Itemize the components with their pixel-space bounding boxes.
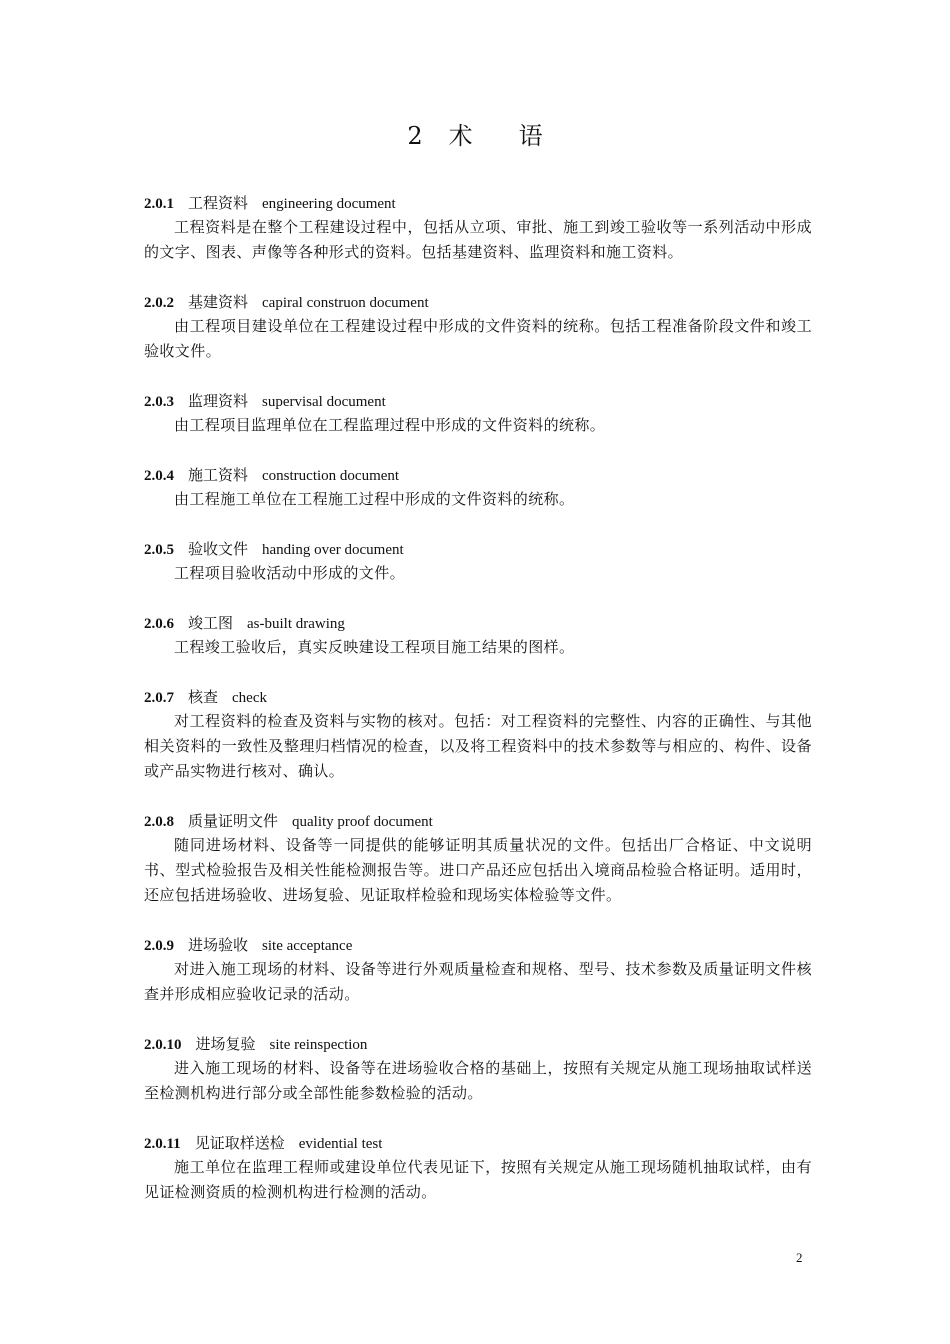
term-english-name: site acceptance <box>262 938 353 954</box>
term-definition: 由工程项目建设单位在工程建设过程中形成的文件资料的统称。包括工程准备阶段文件和竣工验收文件。 <box>144 317 812 360</box>
term-chinese-name: 验收文件 <box>188 540 249 558</box>
term-heading <box>144 685 812 709</box>
term-entry <box>144 1131 812 1205</box>
term-number: 2.0.8 <box>144 814 174 830</box>
term-heading <box>144 191 812 215</box>
term-definition: 由工程项目监理单位在工程监理过程中形成的文件资料的统称。 <box>174 416 606 434</box>
term-number: 2.0.7 <box>144 690 174 706</box>
term-number: 2.0.4 <box>144 468 174 484</box>
section-title-char-2: 语 <box>518 122 543 150</box>
term-english-name: construction document <box>262 468 400 484</box>
term-number: 2.0.1 <box>144 196 174 212</box>
term-english-name: supervisal document <box>262 394 386 410</box>
term-number: 2.0.9 <box>144 938 174 954</box>
section-number: 2 <box>407 122 423 150</box>
term-english-name: engineering document <box>262 196 396 212</box>
term-entry <box>144 191 812 265</box>
term-definition: 由工程施工单位在工程施工过程中形成的文件资料的统称。 <box>174 490 575 508</box>
term-chinese-name: 监理资料 <box>188 392 249 410</box>
term-entry <box>144 389 812 438</box>
section-title <box>0 116 950 151</box>
term-definition: 工程资料是在整个工程建设过程中，包括从立项、审批、施工到竣工验收等一系列活动中形成的文字、图表、声像等各种形式的资料。包括基建资料、监理资料和施工资料。 <box>144 218 812 261</box>
term-entry <box>144 809 812 908</box>
term-entry <box>144 933 812 1007</box>
page-number: 2 <box>796 1250 803 1265</box>
term-english-name: quality proof document <box>292 814 433 830</box>
term-english-name: site reinspection <box>269 1037 368 1053</box>
term-entry <box>144 1032 812 1106</box>
term-entry <box>144 290 812 364</box>
term-entry <box>144 611 812 660</box>
terms-list <box>144 191 812 1230</box>
term-number: 2.0.5 <box>144 542 174 558</box>
term-heading <box>144 809 812 833</box>
term-heading <box>144 389 812 413</box>
term-heading <box>144 1032 812 1056</box>
term-heading <box>144 290 812 314</box>
term-chinese-name: 核查 <box>188 688 219 706</box>
term-definition: 随同进场材料、设备等一同提供的能够证明其质量状况的文件。包括出厂合格证、中文说明书、型式检验报告及相关性能检测报告等。进口产品还应包括出入境商品检验合格证明。适用时，还应包括进场验收、进场复验、见证取样检验和现场实体检验等文件。 <box>144 836 812 904</box>
term-definition: 对进入施工现场的材料、设备等进行外观质量检查和规格、型号、技术参数及质量证明文件核查并形成相应验收记录的活动。 <box>144 960 812 1003</box>
term-chinese-name: 工程资料 <box>188 194 249 212</box>
term-entry <box>144 463 812 512</box>
term-heading <box>144 463 812 487</box>
term-chinese-name: 基建资料 <box>188 293 249 311</box>
term-number: 2.0.2 <box>144 295 174 311</box>
term-number: 2.0.10 <box>144 1037 182 1053</box>
term-definition: 工程项目验收活动中形成的文件。 <box>174 564 406 582</box>
term-entry <box>144 537 812 586</box>
term-entry <box>144 685 812 784</box>
term-number: 2.0.11 <box>144 1136 181 1152</box>
term-english-name: evidential test <box>298 1136 383 1152</box>
term-number: 2.0.3 <box>144 394 174 410</box>
term-heading <box>144 933 812 957</box>
term-heading <box>144 1131 812 1155</box>
term-english-name: check <box>232 690 267 706</box>
term-chinese-name: 竣工图 <box>188 614 234 632</box>
term-definition: 施工单位在监理工程师或建设单位代表见证下，按照有关规定从施工现场随机抽取试样，由有见证检测资质的检测机构进行检测的活动。 <box>144 1158 812 1201</box>
term-number: 2.0.6 <box>144 616 174 632</box>
term-chinese-name: 施工资料 <box>188 466 249 484</box>
term-chinese-name: 质量证明文件 <box>188 812 279 830</box>
section-title-char-1: 术 <box>448 122 473 150</box>
term-definition: 进入施工现场的材料、设备等在进场验收合格的基础上，按照有关规定从施工现场抽取试样送至检测机构进行部分或全部性能参数检验的活动。 <box>144 1059 812 1102</box>
term-heading <box>144 537 812 561</box>
term-chinese-name: 进场验收 <box>188 936 249 954</box>
term-english-name: handing over document <box>262 542 404 558</box>
term-chinese-name: 见证取样送检 <box>194 1134 285 1152</box>
term-english-name: as-built drawing <box>247 616 345 632</box>
term-definition: 工程竣工验收后，真实反映建设工程项目施工结果的图样。 <box>174 638 575 656</box>
term-heading <box>144 611 812 635</box>
term-chinese-name: 进场复验 <box>195 1035 256 1053</box>
term-definition: 对工程资料的检查及资料与实物的核对。包括：对工程资料的完整性、内容的正确性、与其他相关资料的一致性及整理归档情况的检查，以及将工程资料中的技术参数等与相应的、构件、设备或产品实物进行核对、确认。 <box>144 712 812 780</box>
term-english-name: capiral construon document <box>262 295 429 311</box>
